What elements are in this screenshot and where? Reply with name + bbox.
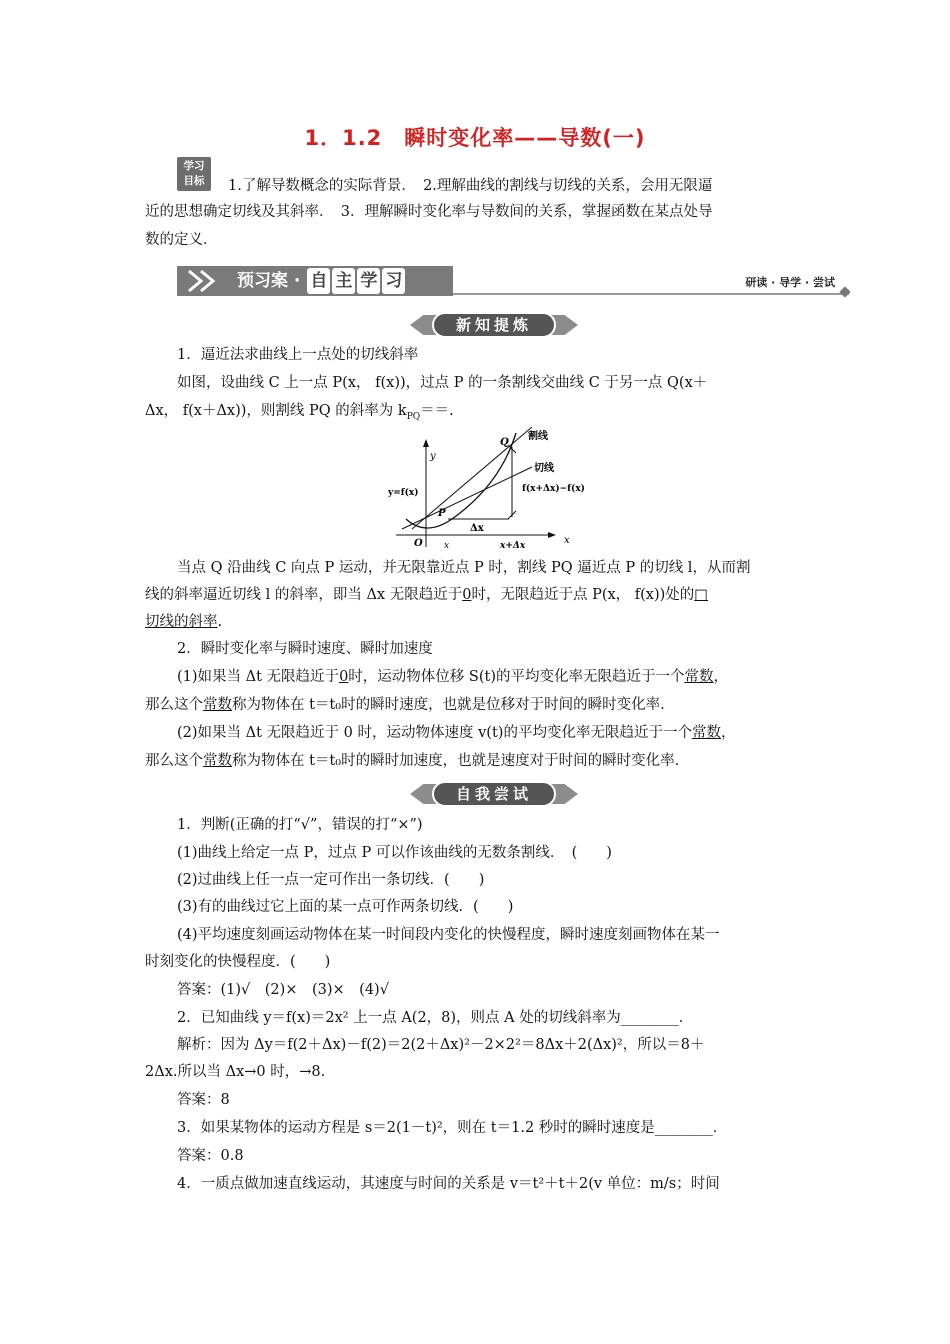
item2-title: 2．瞬时变化率与瞬时速度、瞬时加速度 [177,641,433,657]
item2b-line-2: 那么这个常数称为物体在 t＝t₀时的瞬时加速度，也就是速度对于时间的瞬时变化率. [145,753,680,769]
pill-label: 新知提炼 [432,312,556,338]
banner-hl-4: 习 [382,268,405,294]
fig-origin: O [414,538,423,549]
fig-xdx-tick: x+Δx [500,541,526,551]
banner-prefix: 预习案 · [237,271,301,291]
goals-line-1: 1.了解导数概念的实际背景． 2.理解曲线的割线与切线的关系，会用无限逼 [228,178,713,194]
q4: 4．一质点做加速直线运动，其速度与时间的关系是 v＝t²＋t＋2(v 单位：m/s；时间 [177,1176,720,1192]
banner-underline [453,293,849,295]
fig-dx-label: Δx [470,523,484,534]
item2a-line-2: 那么这个常数称为物体在 t＝t₀时的瞬时速度，也就是位移对于时间的瞬时变化率. [145,697,665,713]
section-pill-new-knowledge [410,312,578,338]
q1-item-2: (2)过曲线上任一点一定可作出一条切线．( ) [177,872,485,888]
para1-line-2: 线的斜率逼近切线 l 的斜率，即当 Δx 无限趋近于0时，无限趋近于点 P(x， f(x))处的□ [145,587,708,603]
q1-item-4a: (4)平均速度刻画运动物体在某一时间段内变化的快慢程度，瞬时速度刻画物体在某一 [177,927,720,943]
fig-tangent-label: 切线 [534,463,554,474]
banner-subtitle: 研读 · 导学 · 尝试 [745,276,835,289]
page-title: 1．1.2 瞬时变化率——导数(一) [304,126,646,150]
fig-diff-label: f(x+Δx)−f(x) [522,484,585,494]
item1-line-2: Δx， f(x＋Δx))，则割线 PQ 的斜率为 $k_{PQ}==$. [145,403,454,422]
item1-line-1: 如图，设曲线 C 上一点 P(x， f(x))，过点 P 的一条割线交曲线 C 于另一点 Q(x＋ [177,375,708,391]
q2: 2．已知曲线 y＝f(x)＝2x² 上一点 A(2，8)，则点 A 处的切线斜率为________． [177,1010,694,1026]
badge-top: 学习 [183,160,205,172]
badge-bottom: 目标 [183,175,205,187]
solution-2b: 2Δx.所以当 Δx→0 时，→8. [145,1064,326,1080]
answer-3: 答案：0.8 [177,1148,244,1164]
solution-2a: 解析：因为 Δy＝f(2＋Δx)－f(2)＝2(2＋Δx)²－2×2²＝8Δx＋2(Δx)²，所以＝8＋ [177,1037,705,1053]
secant-tangent-figure [382,425,602,553]
learning-goals-badge [177,157,211,191]
diamond-icon [839,286,850,297]
fig-secant-label: 割线 [528,431,548,442]
fig-q-label: Q [500,437,509,448]
q3: 3．如果某物体的运动方程是 s＝2(1－t)²，则在 t＝1.2 秒时的瞬时速度是________． [177,1120,728,1136]
answer-1: 答案：(1)√ (2)× (3)× (4)√ [177,982,389,998]
banner-hl-3: 学 [357,268,380,294]
item2a-line-1: (1)如果当 Δt 无限趋近于0时，运动物体位移 S(t)的平均变化率无限趋近于一个常数， [177,669,728,685]
fig-x-label: x [564,535,570,546]
item1-title: 1．逼近法求曲线上一点处的切线斜率 [177,347,419,363]
q1-item-1: (1)曲线上给定一点 P，过点 P 可以作该曲线的无数条割线． ( ) [177,845,612,861]
q1-title: 1．判断(正确的打“√”，错误的打“×”) [177,817,423,833]
banner-hl-2: 主 [332,268,355,294]
banner-title [237,268,406,294]
double-chevron-icon [185,269,229,293]
goals-line-3: 数的定义． [145,232,218,248]
q1-item-4b: 时刻变化的快慢程度．( ) [145,954,331,970]
fig-y-label: y [430,451,436,462]
answer-2: 答案：8 [177,1092,230,1108]
q1-item-3: (3)有的曲线过它上面的某一点可作两条切线．( ) [177,899,514,915]
item2b-line-1: (2)如果当 Δt 无限趋近于 0 时，运动物体速度 v(t)的平均变化率无限趋近于一个常数， [177,725,736,741]
pill-label: 自我尝试 [432,781,556,807]
section-pill-self-test [410,781,578,807]
para1-line-3: 切线的斜率. [145,614,223,630]
fig-p-label: P [438,508,446,519]
fig-curve-label: y=f(x) [388,488,419,498]
para1-line-1: 当点 Q 沿曲线 C 向点 P 运动，并无限靠近点 P 时，割线 PQ 逼近点 P 的切线 l，从而割 [177,560,751,576]
goals-line-2: 近的思想确定切线及其斜率． 3．理解瞬时变化率与导数间的关系，掌握函数在某点处导 [145,204,713,220]
preview-banner [177,266,849,296]
fig-x-tick: x [444,541,450,551]
banner-hl-1: 自 [307,268,330,294]
